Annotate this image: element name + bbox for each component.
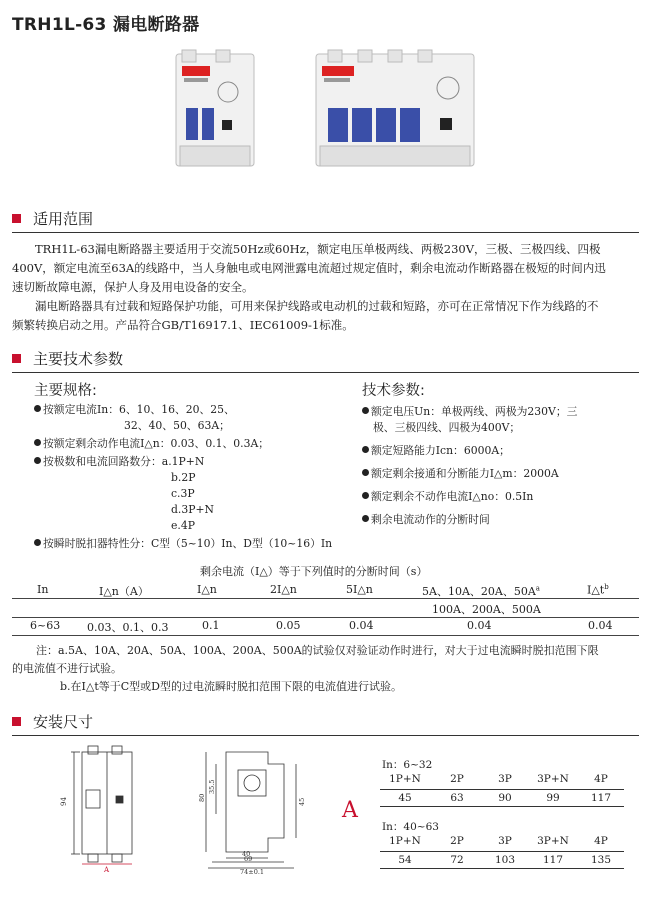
table-span-header: 剩余电流（I△）等于下列值时的分断时间（s） [200, 565, 428, 578]
note-b: b.在I△t等于C型或D型的过电流瞬时脱扣范围下限的电流值进行试验。 [60, 680, 402, 693]
dt2-val-3pn: 117 [542, 854, 564, 866]
red-square-icon [12, 354, 21, 363]
th-idn: I△n [197, 583, 217, 596]
scope-p1-line1: TRH1L-63漏电断路器主要适用于交流50Hz或60Hz，额定电压单极两线、两极230V，三极、三极四线、四极 [35, 242, 601, 256]
scope-p1-line3: 速切断故障电源，保护人身及用电设备的安全。 [12, 280, 254, 294]
dt2-val-3p: 103 [494, 854, 516, 866]
spec-pole-b: b.2P [171, 471, 196, 484]
dim-table-6-32 [380, 757, 630, 807]
th-2idn: 2I△n [270, 583, 297, 596]
dt2-col-3p: 3P [498, 835, 512, 847]
param-non-operating: 额定剩余不动作电流I△no：0.5In [362, 489, 644, 505]
dt1-col-3p: 3P [498, 773, 512, 785]
dt2-col-4p: 4P [594, 835, 608, 847]
install-heading-text: 安装尺寸 [33, 713, 94, 731]
scope-heading-text: 适用范围 [33, 210, 94, 228]
dt1-val-3pn: 99 [546, 792, 560, 804]
td-overcurrent: 0.04 [467, 619, 492, 632]
main-spec-list [34, 402, 354, 552]
dt1-val-4p: 117 [590, 792, 612, 804]
note-a-line1: 注：a.5A、10A、20A、50A、100A、200A、500A的试验仅对验证动作时进行，对大于过电流瞬时脱扣范围下限 [36, 644, 599, 657]
spec-pole-c: c.3P [171, 487, 195, 500]
red-square-icon [12, 214, 21, 223]
dt1-val-1pn: 45 [398, 792, 412, 804]
dt2-col-3pn: 3P+N [537, 835, 569, 847]
section-heading-scope [12, 208, 93, 229]
dt1-col-2p: 2P [450, 773, 464, 785]
param-voltage-cont: 极、三极四线、四极为400V； [373, 421, 521, 434]
scope-p1-line2: 400V，额定电流至63A的线路中，当人身触电或电网泄露电流超过规定值时，剩余电流动作断路器在极短的时间内迅 [12, 261, 606, 275]
dt2-val-2p: 72 [450, 854, 464, 866]
side-view-drawing [196, 744, 314, 874]
dt1-val-2p: 63 [450, 792, 464, 804]
td-5idn: 0.04 [349, 619, 374, 632]
spec-item-poles: 按极数和电流回路数分：a.1P+N [34, 454, 354, 470]
product-photos [168, 48, 488, 184]
th-overcurrent: 5A、10A、20A、$50A^a$ [422, 584, 540, 598]
param-make-break: 额定剩余接通和分断能力I△m：2000A [362, 466, 644, 482]
th-in: In [37, 583, 49, 596]
dimension-a-label: A [342, 798, 358, 823]
dim-w69: 69 [244, 855, 253, 863]
dt2-col-2p: 2P [450, 835, 464, 847]
dt1-col-1pn: 1P+N [389, 773, 421, 785]
main-spec-title: 主要规格: [34, 383, 97, 399]
dim-w74: 74±0.1 [240, 868, 265, 876]
td-idn: 0.1 [202, 619, 220, 632]
dt1-col-3pn: 3P+N [537, 773, 569, 785]
dim-left-width: A [104, 866, 110, 874]
dim-h35: 35.5 [208, 779, 216, 794]
dim-table-40-63 [380, 819, 630, 869]
page-title: TRH1L-63 漏电断路器 [12, 15, 200, 35]
spec-pole-d: d.3P+N [171, 503, 214, 516]
dt2-col-1pn: 1P+N [389, 835, 421, 847]
dim-h45: 45 [298, 797, 306, 806]
note-a-line2: 的电流值不进行试验。 [12, 662, 122, 675]
section-heading-tech [12, 348, 123, 369]
section-heading-install [12, 711, 93, 732]
td-2idn: 0.05 [276, 619, 301, 632]
tech-param-list [362, 404, 644, 528]
spec-item-trip: 按瞬时脱扣器特性分：C型（5~10）In、D型（10~16）In [34, 536, 354, 552]
dim-h80: 80 [198, 793, 206, 802]
scope-paragraphs [12, 240, 642, 335]
td-idt: 0.04 [588, 619, 613, 632]
scope-p2-line1: 漏电断路器具有过载和短路保护功能，可用来保护线路或电动机的过载和短路，亦可在正常情况下作为线路的不 [35, 299, 599, 313]
dim-table1-title: In：6~32 [382, 759, 433, 771]
th-5idn: 5I△n [346, 583, 373, 596]
front-view-drawing [62, 744, 144, 874]
dim-left-height: 94 [60, 797, 68, 806]
spec-item-current-cont: 32、40、50、63A； [124, 419, 230, 432]
spec-pole-e: e.4P [171, 519, 195, 532]
dt2-val-1pn: 54 [398, 854, 412, 866]
tech-heading-text: 主要技术参数 [33, 350, 124, 368]
spec-item-current: 按额定电流In：6、10、16、20、25、 [34, 402, 354, 418]
notes [12, 642, 644, 696]
red-square-icon [12, 717, 21, 726]
td-in: 6~63 [30, 619, 61, 632]
td-idn-a: 0.03、0.1、0.3 [87, 621, 169, 634]
param-break-time: 剩余电流动作的分断时间 [362, 512, 644, 528]
dt2-val-4p: 135 [590, 854, 612, 866]
th-idt: $I\triangle t^b$ [587, 583, 609, 597]
param-short-circuit: 额定短路能力Icn：6000A； [362, 443, 644, 459]
param-voltage: 额定电压Un：单极两线、两极为230V；三 [362, 404, 644, 420]
spec-item-residual: 按额定剩余动作电流I△n：0.03、0.1、0.3A； [34, 436, 354, 452]
breaker-2p-image [176, 50, 254, 166]
dim-table2-title: In：40~63 [382, 821, 439, 833]
dt1-val-3p: 90 [498, 792, 512, 804]
th-overcurrent-2: 100A、200A、500A [432, 603, 541, 616]
dim-w40: 40 [242, 850, 251, 858]
breaker-4p-image [316, 50, 474, 166]
scope-p2-line2: 频繁转换启动之用。产品符合GB/T16917.1、IEC61009-1标准。 [12, 318, 354, 332]
tech-param-title: 技术参数: [362, 383, 425, 399]
th-idn-a: I△n（A） [99, 585, 149, 598]
break-time-table [12, 581, 639, 637]
dt1-col-4p: 4P [594, 773, 608, 785]
